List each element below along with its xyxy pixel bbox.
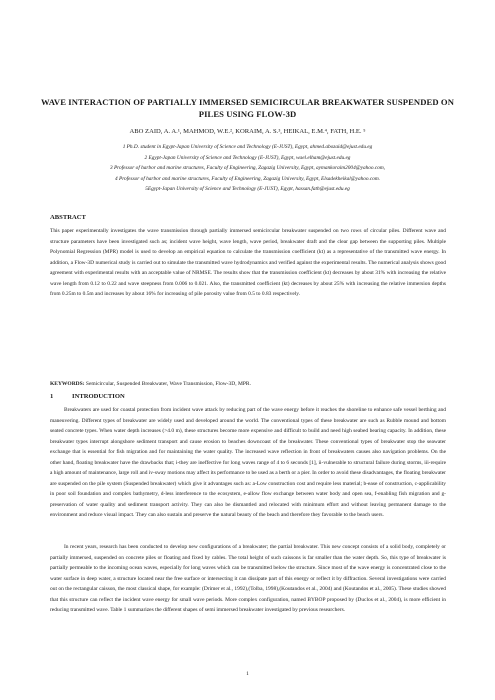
abstract-text: This paper experimentally investigates the wave transmission through partially immersed semicircular breakwater suspended on two rows of circular piles. Different wave and structure parameters have been investigated such as; incident wave height, wave length, wave period, breakwater draft and the clear gap between the supporting piles. Multiple Polynomial Regression (MPR) model is used to develop an empirical equation to calculate the transmission coefficient (kt) as a representative of the transmitted wave energy. In addition, a Flow-3D numerical study is carried out to simulate the transmitted wave hydrodynamics and verified against the experimental results. The numerical analysis shows good agreement with experimental results with an acceptable value of NRMSE. The results show that the transmission coefficient (kt) decreases by about 31% with increasing the relative wave length from 0.12 to 0.22 and wave steepness from 0.006 to 0.021. Also, the transmitted coefficient (kt) decreases by about 25% with increasing the relative immersion depths from 0.25m to 0.5m and increases by about 16% for increasing of pile porosity value from 0.5 to 0.83 respectively. (50, 228, 446, 298)
affiliation-2: 2 Egypt-Japan University of Science and Technology (E-JUST), Egypt, wael.elham@ejust.edu.eg (144, 154, 351, 161)
affiliation-3: 3 Professor of harbor and marine structures, Faculty of Engineering, Zagazig University, Egypt, aymankoraim2004@yahoo.com, (109, 165, 386, 172)
paper-title: WAVE INTERACTION OF PARTIALLY IMMERSED SEMICIRCULAR BREAKWATER SUSPENDED ON PILES USING FLOW-3D (40, 97, 455, 119)
keywords-text: Semicircular, Suspended Breakwater, Wave Transmission, Flow-3D, MPR. (84, 381, 251, 387)
keywords (50, 380, 446, 389)
affiliation-1: 1 Ph.D. student in Egypt-Japan University of Science and Technology (E-JUST), Egypt, ahmed.abozaid@ejust.edu.eg (122, 144, 373, 150)
introduction-paragraph-2: In recent years, research has been conducted to develop new configurations of a breakwater; the partial breakwater. This new concept consists of a solid body, completely or partially immersed, suspended on concrete piles or floating and fixed by cables. The total height of such caissons is far smaller than the water depth. So, this type of breakwater is partially permeable to the incoming ocean waves, especially for long waves which can be transmitted below the structure. Since most of the wave energy is concentrated close to the water surface in deep water, a structure located near the free surface or intersecting it can dissipate part of this energy or reflect it by diffraction. Several investigations were carried out on the rectangular caisson, the most classical shape, for example: (Drimer et al., 1992),(Tolba, 1998),(Koutandos et al., 2004) and (Koutandos et al., 2005). These studies showed that this structure can reflect the incident wave energy for small wave periods. More complex configuration, named BYBOP proposed by (Duclos et al., 2004), is more efficient in reducing transmitted wave. Table 1 summarizes the different shapes of semi immersed breakwater investigated by previous researchers. (50, 544, 446, 614)
affiliations (30, 142, 465, 195)
introduction-paragraph-1: Breakwaters are used for coastal protection from incident wave attack by reducing part of the wave energy before it reaches the shoreline to enhance safe vessel berthing and maneuvering. Different types of breakwater are widely used and developed around the world. The conventional types of these breakwater are such as Rubble mound and bottom seated concrete types. When water depth increases (>4.0 m), these structures become more expensive and difficult to build and need high seabed bearing capacity. In addition, these breakwater types interrupt alongshore sediment transport and cause erosion to beaches downcoast of the breakwater. These conventional types of breakwater stop the seawater exchange that is essential for fish migration and for maintaining the water quality. The increased wave reflection in front of breakwaters causes also navigation problems. On the other hand, floating breakwater have the drawbacks that; i-they are ineffective for long waves range of 4 to 6 seconds [1], ii-vulnerable to structural failure during storms, iii-require a high amount of maintenance, large roll and iv-sway motions may affect its performance to be used as a berth or a pier. In order to avoid these disadvantages, the floating breakwater are suspended on the pile system (Suspended breakwater) which give it advantages such as: a-Low construction cost and require less material; b-ease of construction, c-applicability in poor soil foundation and complex bathymetry, d-less interference to the ecosystem, e-allow flow exchange between water body and open sea, f-enabling fish migration and g-preservation of water quality and sediment transport activity. They can also be dismantled and relocated with minimum effort and without leaving permanent damage to the environment and reduce visual impact. They can also sustain and preserve the natural beauty of the beach and therefore they favorable to the beach users. (50, 407, 446, 519)
author-list: ABO ZAID, A. A.¹, MAHMOD, W.E.², KORAIM, A. S.³, HEIKAL, E.M.⁴, FATH, H.E. ⁵ (129, 128, 366, 135)
keywords-label: KEYWORDS: (50, 381, 85, 387)
affiliation-5: 5Egypt-Japan University of Science and Technology (E-JUST), Egypt, hassan.fath@ejust.edu.eg (145, 186, 350, 193)
page-number: 1 (246, 671, 249, 677)
affiliation-4: 4 Professor of harbor and marine structures, Faculty of Engineering, Zagazig University, Egypt, Elsadekheikal@yahoo.com. (114, 175, 381, 182)
abstract-heading: ABSTRACT (50, 214, 86, 221)
section-title: INTRODUCTION (72, 393, 125, 400)
section-heading-introduction (50, 393, 125, 400)
section-number: 1 (50, 393, 54, 400)
